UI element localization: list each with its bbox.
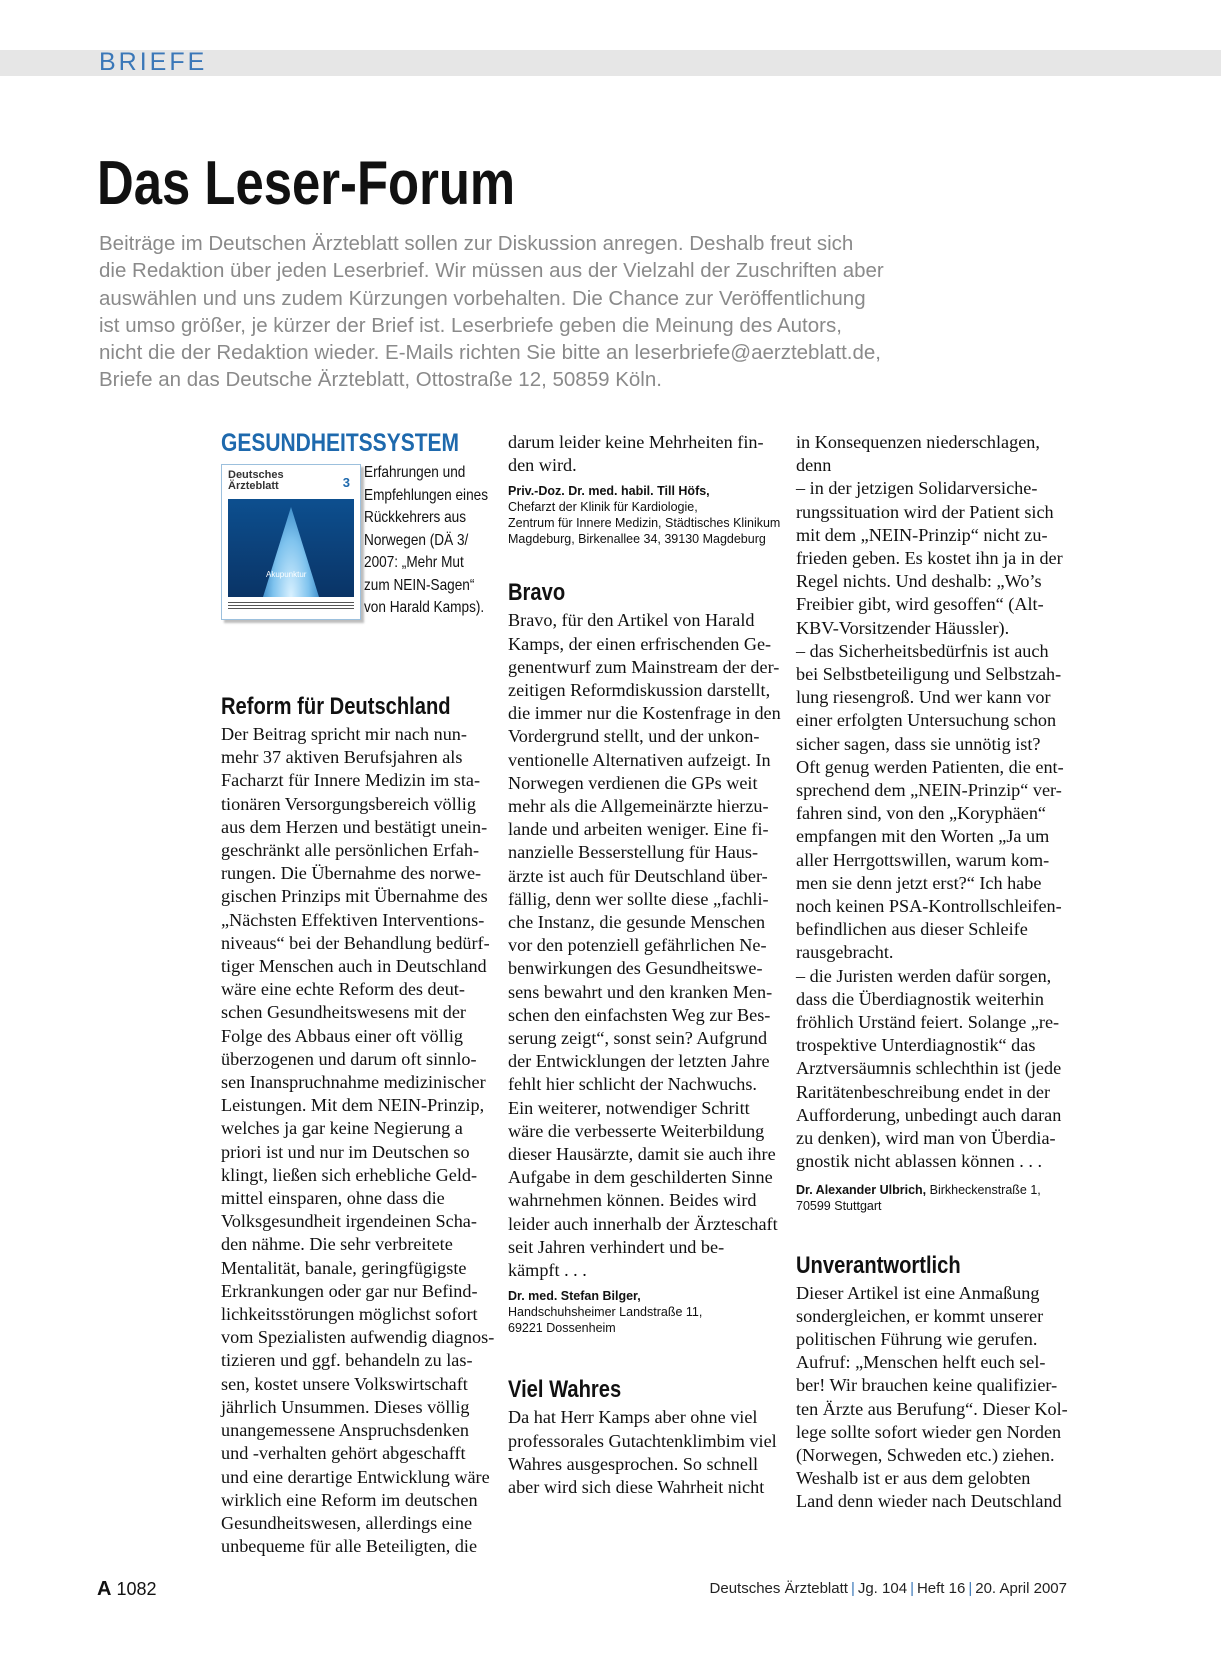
signature-city: 70599 Stuttgart <box>796 1198 882 1213</box>
text-line: Wahres ausgesprochen. So schnell <box>508 1453 759 1474</box>
text-line: che Instanz, die gesunde Menschen <box>508 912 766 933</box>
teaser-block <box>221 462 501 647</box>
text-line: frieden geben. Es kostet ihn ja in der <box>796 548 1063 569</box>
text-line: kämpft . . . <box>508 1260 587 1281</box>
letter-continuation <box>508 431 784 477</box>
text-line: Aufforderung, unbedingt auch daran <box>796 1104 1062 1125</box>
text-line: Chefarzt der Klinik für Kardiologie, <box>508 500 698 515</box>
cover-issue-number: 3 <box>342 475 350 490</box>
text-line: der Entwicklungen der letzten Jahre <box>508 1051 770 1072</box>
magazine-cover-image <box>221 464 361 620</box>
text-line: aus dem Herzen und bestätigt unein- <box>221 816 488 837</box>
text-line: gischen Prinzips mit Übernahme des <box>221 886 488 907</box>
text-line: KBV-Vorsitzender Häussler). <box>796 617 1010 638</box>
text-line: ärzte ist auch für Deutschland über- <box>508 865 768 886</box>
intro-line: ist umso größer, je kürzer der Brief ist. Leserbriefe geben die Meinung des Autors, <box>99 313 842 337</box>
text-line: die immer nur die Kostenfrage in den <box>508 703 781 724</box>
signature-name: Dr. Alexander Ulbrich, <box>796 1182 927 1197</box>
text-line: Volksgesundheit irgendeinen Scha- <box>221 1211 477 1232</box>
column-2 <box>508 431 784 1499</box>
text-line: und -verhalten gehört abgeschafft <box>221 1443 466 1464</box>
text-line: „Nächsten Effektiven Interventions- <box>221 909 485 930</box>
text-line: und eine derartige Entwicklung wäre <box>221 1466 490 1487</box>
text-line: mit dem „NEIN-Prinzip“ nicht zu- <box>796 524 1048 545</box>
signature-bilger <box>508 1288 784 1336</box>
text-line: wahrnehmen können. Beides wird <box>508 1190 757 1211</box>
signature-address: Birkheckenstraße 1, <box>926 1182 1041 1197</box>
text-line: Oft genug werden Patienten, die ent- <box>796 756 1064 777</box>
text-line: zeitigen Reformdiskussion darstellt, <box>508 680 771 701</box>
text-line: rausgebracht. <box>796 942 894 963</box>
text-line: jährlich Unsummen. Dieses völlig <box>221 1396 470 1417</box>
text-line: Vordergrund stellt, und der unkon- <box>508 726 760 747</box>
text-line: Ein weiterer, notwendiger Schritt <box>508 1097 750 1118</box>
text-line: befindlichen aus dieser Schleife <box>796 919 1028 940</box>
text-line: welches ja gar keine Negierung a <box>221 1118 463 1139</box>
text-line: Rückkehrers aus <box>364 509 467 526</box>
text-line: niveaus“ bei der Behandlung bedürf- <box>221 932 490 953</box>
text-line: mehr als die Allgemeinärzte hierzu- <box>508 796 769 817</box>
text-line: vor den potenziell gefährlichen Ne- <box>508 935 767 956</box>
text-line: 2007: „Mehr Mut <box>364 554 464 571</box>
text-line: unbequeme für alle Beteiligten, die <box>221 1536 478 1557</box>
footer-volume: Jg. 104 <box>857 1580 908 1597</box>
intro-line: die Redaktion über jeden Leserbrief. Wir müssen aus der Vielzahl der Zuschriften aber <box>99 259 884 283</box>
text-line: priori ist und nur im Deutschen so <box>221 1141 470 1162</box>
text-line: schen Gesundheitswesens mit der <box>221 1002 466 1023</box>
text-line: Der Beitrag spricht mir nach nun- <box>221 724 467 744</box>
text-line: seit Jahren verhindert und be- <box>508 1236 725 1257</box>
text-line: tizieren und ggf. behandeln zu las- <box>221 1350 473 1371</box>
rubric-title: GESUNDHEITSSYSTEM <box>221 429 460 457</box>
text-line: den wird. <box>508 455 577 476</box>
text-line: bei Selbstbeteiligung und Selbstzah- <box>796 664 1062 685</box>
text-line: überzogenen und darum oft sinnlo- <box>221 1048 477 1069</box>
text-line: – in der jetzigen Solidarversiche- <box>796 478 1038 499</box>
text-line: sicher sagen, dass sie unnötig ist? <box>796 733 1041 754</box>
letter-body-bravo <box>508 609 784 1282</box>
text-line: leider auch innerhalb der Ärzteschaft <box>508 1213 778 1234</box>
text-line: 69221 Dossenheim <box>508 1321 616 1336</box>
text-line: Dieser Artikel ist eine Anmaßung <box>796 1282 1040 1303</box>
section-label: BRIEFE <box>99 48 208 76</box>
intro-line: Beiträge im Deutschen Ärzteblatt sollen zur Diskussion anregen. Deshalb freut sich <box>99 232 854 255</box>
text-line: fröhlich Urständ feiert. Solange „re- <box>796 1012 1060 1033</box>
text-line: sens bewahrt und den kranken Men- <box>508 981 773 1002</box>
text-line: Da hat Herr Kamps aber ohne viel <box>508 1407 758 1428</box>
footer-journal: Deutsches Ärzteblatt <box>709 1580 848 1597</box>
text-line: zu denken), wird man von Überdia- <box>796 1128 1056 1149</box>
text-line: wäre eine echte Reform des deut- <box>221 979 465 1000</box>
text-line: zum NEIN-Sagen“ <box>364 576 475 594</box>
text-line: tiger Menschen auch in Deutschland <box>221 956 487 977</box>
text-line: wäre die verbesserte Weiterbildung <box>508 1120 765 1141</box>
text-line: Folge des Abbaus einer oft völlig <box>221 1025 463 1046</box>
intro-paragraph <box>99 230 999 394</box>
text-line: Aufruf: „Menschen helft euch sel- <box>796 1352 1046 1373</box>
signature-name: Dr. med. Stefan Bilger, <box>508 1289 641 1304</box>
intro-line: Briefe an das Deutsche Ärzteblatt, Ottostraße 12, 50859 Köln. <box>99 368 662 392</box>
text-line: empfangen mit den Worten „Ja um <box>796 826 1050 847</box>
text-line: Leistungen. Mit dem NEIN-Prinzip, <box>221 1095 485 1116</box>
text-line: (Norwegen, Schweden etc.) ziehen. <box>796 1444 1055 1465</box>
text-line: Freibier gibt, wird gesoffen“ (Alt- <box>796 594 1044 615</box>
footer-date: 20. April 2007 <box>975 1580 1067 1597</box>
letter-heading-bravo: Bravo <box>508 579 566 607</box>
text-line: ten Ärzte aus Berufung“. Dieser Kol- <box>796 1398 1068 1419</box>
text-line: mehr 37 aktiven Berufsjahren als <box>221 747 463 768</box>
text-line: fahren sind, von den „Koryphäen“ <box>796 803 1046 824</box>
text-line: benwirkungen des Gesundheitswe- <box>508 958 763 979</box>
text-line: klingt, ließen sich erhebliche Geld- <box>221 1164 478 1185</box>
text-line: Norwegen verdienen die GPs weit <box>508 772 758 793</box>
text-line: fehlt hier schlicht der Nachwuchs. <box>508 1074 757 1095</box>
letter-heading-viel-wahres: Viel Wahres <box>508 1376 622 1404</box>
cover-masthead: Deutsches Ärzteblatt <box>228 469 284 492</box>
text-line: unangemessene Anspruchsdenken <box>221 1420 469 1441</box>
signature-hoefs <box>508 483 784 547</box>
text-line: den nähme. Die sehr verbreitete <box>221 1234 453 1255</box>
text-line: einer erfolgten Untersuchung schon <box>796 710 1057 731</box>
page-number <box>97 1578 157 1601</box>
text-line: sen, kostet unsere Volkswirtschaft <box>221 1373 468 1394</box>
letter-body-viel-wahres-cont <box>796 431 1086 1174</box>
text-line: noch keinen PSA-Kontrollschleifen- <box>796 896 1062 917</box>
letter-body-unverantwortlich <box>796 1282 1086 1514</box>
text-line: denn <box>796 455 832 476</box>
signature-name: Priv.-Doz. Dr. med. habil. Till Höfs, <box>508 484 710 499</box>
text-line: trospektive Unterdiagnostik“ das <box>796 1035 1036 1056</box>
letter-heading-reform: Reform für Deutschland <box>221 693 451 720</box>
text-line: Norwegen (DÄ 3/ <box>364 531 469 549</box>
text-line: Erfahrungen und <box>364 464 466 481</box>
text-line: Arztversäumnis schlechthin ist (jede <box>796 1058 1062 1079</box>
intro-line: nicht die der Redaktion wieder. E-Mails richten Sie bitte an leserbriefe@aerzteblatt.de, <box>99 341 881 365</box>
text-line: vom Spezialisten aufwendig diagnos- <box>221 1327 495 1348</box>
text-line: aber wird sich diese Wahrheit nicht <box>508 1476 765 1497</box>
page-number-value: 1082 <box>116 1579 157 1599</box>
text-line: serung zeigt“, sonst sein? Aufgrund <box>508 1028 768 1049</box>
text-line: professorales Gutachtenklimbim viel <box>508 1430 777 1451</box>
text-line: geschränkt alle persönlichen Erfah- <box>221 840 480 861</box>
text-line: Weshalb ist er aus dem gelobten <box>796 1468 1031 1489</box>
text-line: Raritätenbeschreibung endet in der <box>796 1081 1051 1102</box>
text-line: schen den einfachsten Weg zur Bes- <box>508 1004 771 1025</box>
text-line: rungen. Die Übernahme des norwe- <box>221 863 482 884</box>
text-line: Regel nichts. Und deshalb: „Wo’s <box>796 571 1042 592</box>
text-line: ventionelle Alternativen aufzeigt. In <box>508 749 771 770</box>
page-prefix: A <box>97 1578 112 1600</box>
text-line: Mentalität, banale, geringfügigste <box>221 1257 467 1278</box>
teaser-text <box>364 462 488 620</box>
cover-illustration <box>228 499 354 597</box>
text-line: ber! Wir brauchen keine qualifizier- <box>796 1375 1058 1396</box>
text-line: men sie denn jetzt erst?“ Ich habe <box>796 872 1042 893</box>
text-line: sondergleichen, er kommt unserer <box>796 1305 1044 1326</box>
letter-heading-unverantwortlich: Unverantwortlich <box>796 1251 961 1279</box>
column-1 <box>221 428 501 1558</box>
text-line: Facharzt für Innere Medizin im sta- <box>221 770 481 791</box>
column-3 <box>796 431 1086 1514</box>
text-line: darum leider keine Mehrheiten fin- <box>508 432 764 452</box>
text-line: Zentrum für Innere Medizin, Städtisches Klinikum <box>508 516 781 531</box>
text-line: dieser Hausärzte, damit sie auch ihre <box>508 1144 776 1165</box>
text-line: politischen Führung wie gerufen. <box>796 1328 1038 1349</box>
intro-line: auswählen und uns zudem Kürzungen vorbehalten. Die Chance zur Veröffentlichung <box>99 286 866 310</box>
text-line: in Konsequenzen niederschlagen, <box>796 432 1040 452</box>
text-line: tionären Versorgungsbereich völlig <box>221 793 476 814</box>
footer-issue: Heft 16 <box>916 1580 966 1597</box>
text-line: lande und arbeiten weniger. Eine fi- <box>508 819 769 840</box>
text-line: von Harald Kamps). <box>364 599 485 616</box>
letter-body-reform <box>221 723 501 1558</box>
text-line: sprechend dem „NEIN-Prinzip“ ver- <box>796 780 1062 801</box>
text-line: sen Inanspruchnahme medizinischer <box>221 1072 486 1093</box>
cover-fine-print <box>228 602 354 610</box>
text-line: mittel einsparen, ohne dass die <box>221 1188 445 1209</box>
text-line: Aufgabe in dem geschilderten Sinne <box>508 1167 773 1188</box>
text-line: Magdeburg, Birkenallee 34, 39130 Magdeburg <box>508 532 766 547</box>
text-line: – das Sicherheitsbedürfnis ist auch <box>796 640 1049 661</box>
text-line: dass die Überdiagnostik weiterhin <box>796 988 1045 1009</box>
text-line: fällig, denn wer sollte diese „fachli- <box>508 888 769 909</box>
text-line: nanzielle Besserstellung für Haus- <box>508 842 758 863</box>
signature-ulbrich <box>796 1182 1086 1214</box>
text-line: gnostik nicht ablassen können . . . <box>796 1151 1043 1172</box>
text-line: Land denn wieder nach Deutschland <box>796 1491 1062 1512</box>
page-title: Das Leser-Forum <box>97 149 516 218</box>
text-line: Gesundheitswesen, allerdings eine <box>221 1512 473 1533</box>
text-line: rungssituation wird der Patient sich <box>796 501 1054 522</box>
text-line: Bravo, für den Artikel von Harald <box>508 610 755 631</box>
text-line: Empfehlungen eines <box>364 486 489 504</box>
text-line: wirklich eine Reform im deutschen <box>221 1489 478 1510</box>
text-line: Kamps, der einen erfrischenden Ge- <box>508 633 772 654</box>
text-line: aller Herrgottswillen, warum kom- <box>796 849 1050 870</box>
text-line: genentwurf zum Mainstream der der- <box>508 656 780 677</box>
cover-caption: Akupunktur <box>266 570 307 579</box>
text-line: Erkrankungen oder gar nur Befind- <box>221 1280 478 1301</box>
text-line: Handschuhsheimer Landstraße 11, <box>508 1305 703 1320</box>
text-line: – die Juristen werden dafür sorgen, <box>796 965 1052 986</box>
text-line: lichkeitsstörungen möglichst sofort <box>221 1304 478 1325</box>
text-line: lung riesengroß. Und wer kann vor <box>796 687 1051 708</box>
letter-body-viel-wahres <box>508 1406 784 1499</box>
footer-journal-info: Deutsches Ärzteblatt | Jg. 104 | Heft 16 | 20. April 2007 <box>709 1580 1067 1597</box>
text-line: lege sollte sofort wieder gen Norden <box>796 1421 1062 1442</box>
